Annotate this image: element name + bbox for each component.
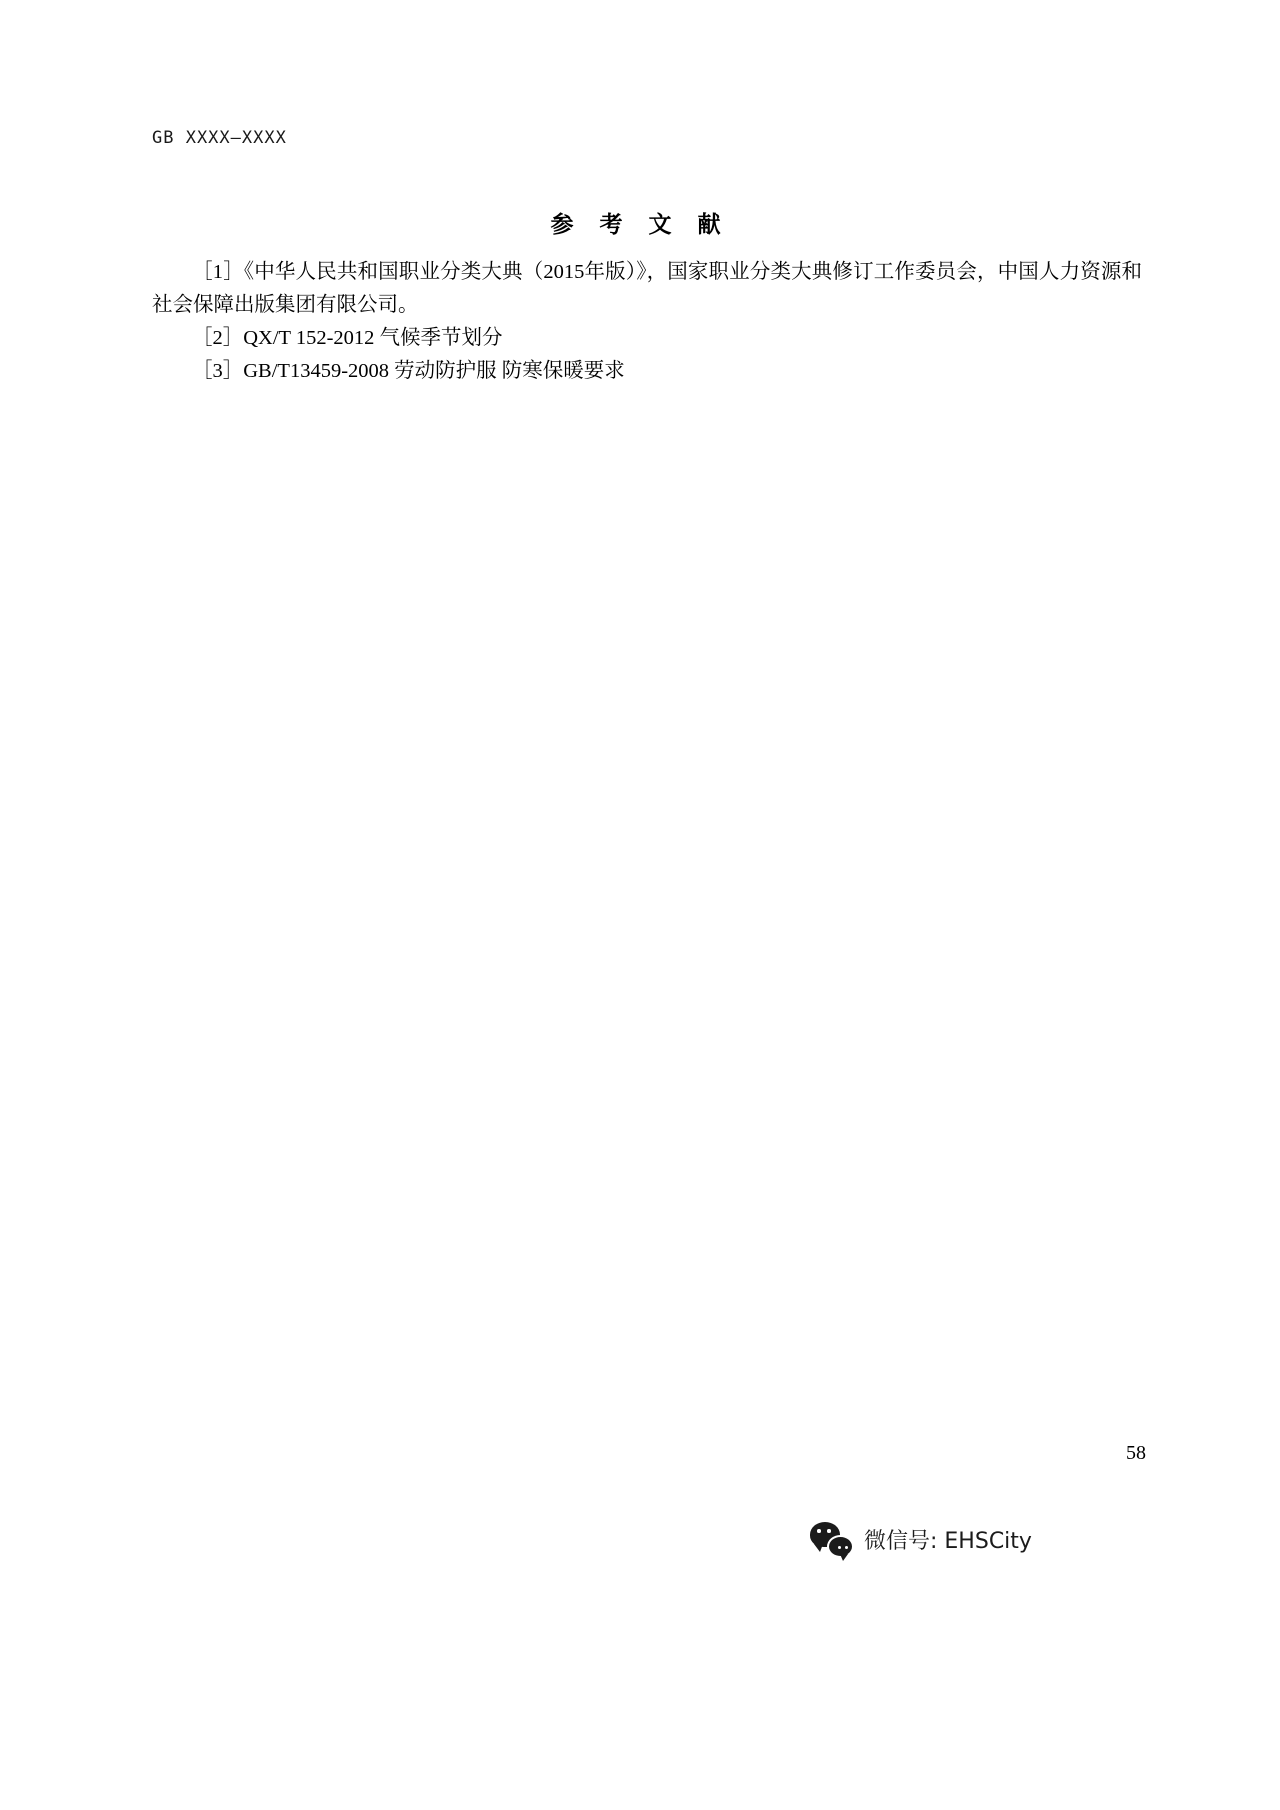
section-title: 参 考 文 献 xyxy=(550,212,730,238)
reference-text: GB/T13459-2008 劳动防护服 防寒保暖要求 xyxy=(243,360,625,382)
wechat-icon xyxy=(810,1520,854,1558)
list-item xyxy=(152,355,1142,388)
reference-list xyxy=(152,256,1142,388)
reference-marker: ［2］ xyxy=(192,327,244,349)
standard-code-header: GB XXXX—XXXX xyxy=(152,128,287,148)
list-item xyxy=(152,322,1142,355)
watermark-badge xyxy=(810,1508,1140,1570)
page-number: 58 xyxy=(1126,1442,1146,1464)
reference-text: QX/T 152-2012 气候季节划分 xyxy=(243,327,503,349)
list-item xyxy=(152,256,1142,322)
watermark-text: 微信号: EHSCity xyxy=(864,1528,1032,1554)
reference-marker: ［3］ xyxy=(192,360,244,382)
reference-text: 《中华人民共和国职业分类大典（2015年版）》，国家职业分类大典修订工作委员会，中国人力资源和社会保障出版集团有限公司。 xyxy=(152,261,1143,316)
reference-marker: ［1］ xyxy=(192,261,244,283)
